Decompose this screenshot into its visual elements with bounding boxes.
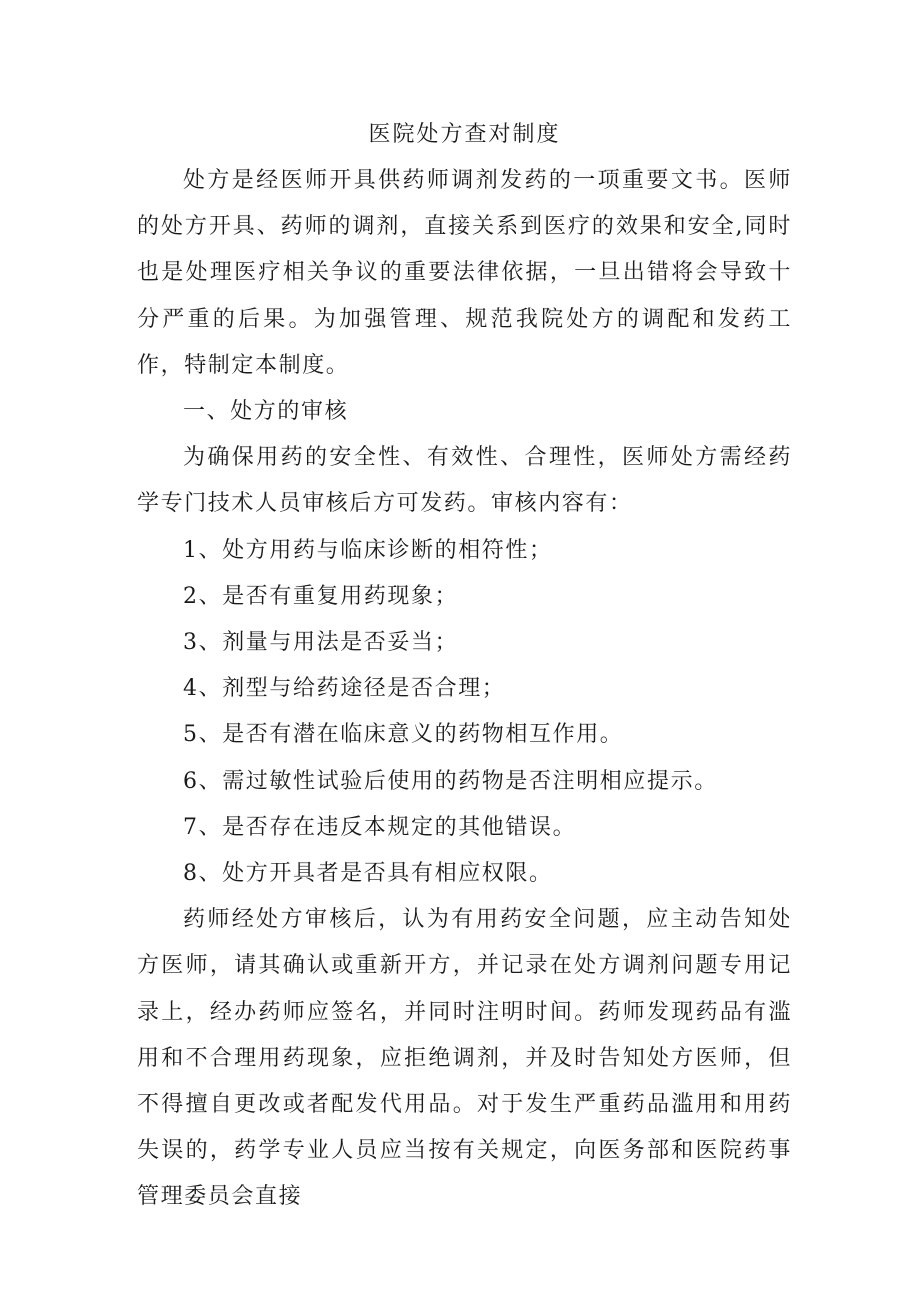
list-item: 4、剂型与给药途径是否合理； xyxy=(183,676,506,702)
list-item: 2、是否有重复用药现象； xyxy=(183,583,459,609)
document-title: 医院处方查对制度 xyxy=(368,122,561,147)
list-item: 8、处方开具者是否具有相应权限。 xyxy=(183,861,553,887)
intro-paragraph: 处方是经医师开具供药师调剂发药的一项重要文书。医师的处方开具、药师的调剂，直接关系到医疗的效果和安全,同时也是处理医疗相关争议的重要法律依据，一旦出错将会导致十分严重的后果。为加强管理、规范我院处方的调配和发药工作，特制定本制度。 xyxy=(137,168,792,378)
document-page xyxy=(137,112,792,1221)
section-heading: 一、处方的审核 xyxy=(183,399,349,425)
list-item: 1、处方用药与临床诊断的相符性； xyxy=(183,537,553,563)
section-lead-paragraph: 为确保用药的安全性、有效性、合理性，医师处方需经药学专门技术人员审核后方可发药。审核内容有： xyxy=(137,445,792,517)
closing-paragraph: 药师经处方审核后，认为有用药安全问题，应主动告知处方医师，请其确认或重新开方，并记录在处方调剂问题专用记录上，经办药师应签名，并同时注明时间。药师发现药品有滥用和不合理用药现象，应拒绝调剂，并及时告知处方医师，但不得擅自更改或者配发代用品。对于发生严重药品滥用和用药失误的，药学专业人员应当按有关规定，向医务部和医院药事管理委员会直接 xyxy=(137,907,792,1210)
list-item: 7、是否存在违反本规定的其他错误。 xyxy=(183,814,577,840)
list-item: 3、剂量与用法是否妥当； xyxy=(183,630,459,656)
list-item: 6、需过敏性试验后使用的药物是否注明相应提示。 xyxy=(183,768,718,794)
list-item: 5、是否有潜在临床意义的药物相互作用。 xyxy=(183,722,624,748)
